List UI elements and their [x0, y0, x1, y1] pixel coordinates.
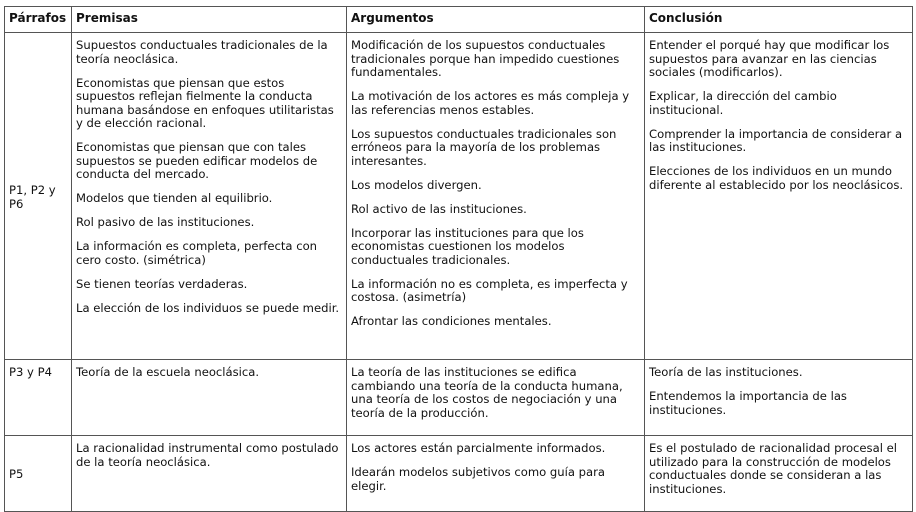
argumento-item: La información no es completa, es imperfecta y costosa. (asimetría): [351, 276, 628, 304]
conclusion-cell: [645, 436, 913, 512]
argumentos-cell: [347, 360, 645, 436]
premisa-item: Rol pasivo de las instituciones.: [76, 215, 255, 229]
premisa-item: Modelos que tienden al equilibrio.: [76, 191, 273, 205]
conclusion-item: Entendemos la importancia de las instituciones.: [649, 389, 847, 417]
premisa-item: La elección de los individuos se puede medir.: [76, 300, 340, 315]
argumentos-cell: [347, 436, 645, 512]
argumento-item: Afrontar las condiciones mentales.: [351, 314, 552, 328]
header-argumentos: Argumentos: [347, 7, 645, 33]
analysis-table: [4, 6, 913, 512]
header-row: [5, 7, 913, 33]
argumento-item: La teoría de las instituciones se edifica cambiando una teoría de la conducta humana, una teoría de los costos de negociación y una teoría de la producción.: [351, 365, 623, 420]
conclusion-cell: [645, 360, 913, 436]
conclusion-item: Entender el porqué hay que modificar los supuestos para avanzar en las ciencias sociales (modificarlos).: [649, 38, 890, 79]
header-parrafos: Párrafos: [5, 7, 72, 33]
argumentos-cell: [347, 33, 645, 360]
premisas-cell: [72, 360, 347, 436]
premisa-item: Supuestos conductuales tradicionales de la teoría neoclásica.: [76, 38, 328, 66]
table-row: [5, 33, 913, 360]
argumento-item: La motivación de los actores es más compleja y las referencias menos estables.: [351, 89, 630, 117]
premisa-item: Teoría de la escuela neoclásica.: [76, 365, 260, 379]
row-label: P1, P2 y P6: [5, 33, 72, 360]
premisa-item: Economistas que piensan que estos supuestos reflejan fielmente la conducta humana basándose en enfoques utilitaristas y de elección racional.: [76, 75, 334, 130]
conclusion-item: Es el postulado de racionalidad procesal el utilizado para la construcción de modelos conductuales donde se consideran a las instituciones.: [649, 441, 897, 496]
table-row: [5, 436, 913, 512]
conclusion-item: Teoría de las instituciones.: [649, 365, 803, 379]
premisas-cell: [72, 436, 347, 512]
conclusion-cell: [645, 33, 913, 360]
premisas-cell: [72, 33, 347, 360]
argumento-item: Incorporar las instituciones para que los economistas cuestionen los modelos conductuales tradicionales.: [351, 225, 584, 267]
premisa-item: Se tienen teorías verdaderas.: [76, 276, 248, 291]
header-premisas: Premisas: [72, 7, 347, 33]
premisa-item: La información es completa, perfecta con cero costo. (simétrica): [76, 239, 318, 267]
premisa-item: La racionalidad instrumental como postulado de la teoría neoclásica.: [76, 441, 339, 469]
argumento-item: Los modelos divergen.: [351, 177, 482, 192]
table-row: [5, 360, 913, 436]
argumento-item: Rol activo de las instituciones.: [351, 201, 527, 216]
argumento-item: Modificación de los supuestos conductuales tradicionales porque han impedido cuestiones fundamentales.: [351, 38, 620, 79]
argumento-item: Idearán modelos subjetivos como guía para elegir.: [351, 465, 605, 493]
conclusion-item: Explicar, la dirección del cambio institucional.: [649, 89, 837, 117]
conclusion-item: Elecciones de los individuos en un mundo diferente al establecido por los neoclásicos.: [649, 164, 904, 192]
header-conclusion: Conclusión: [645, 7, 913, 33]
row-label: P5: [5, 436, 72, 512]
premisa-item: Economistas que piensan que con tales supuestos se pueden edificar modelos de conducta del mercado.: [76, 140, 318, 181]
argumento-item: Los supuestos conductuales tradicionales son erróneos para la mayoría de los problemas interesantes.: [351, 126, 617, 168]
conclusion-item: Comprender la importancia de considerar a las instituciones.: [649, 126, 903, 154]
argumento-item: Los actores están parcialmente informados.: [351, 441, 606, 455]
row-label: P3 y P4: [5, 360, 72, 436]
